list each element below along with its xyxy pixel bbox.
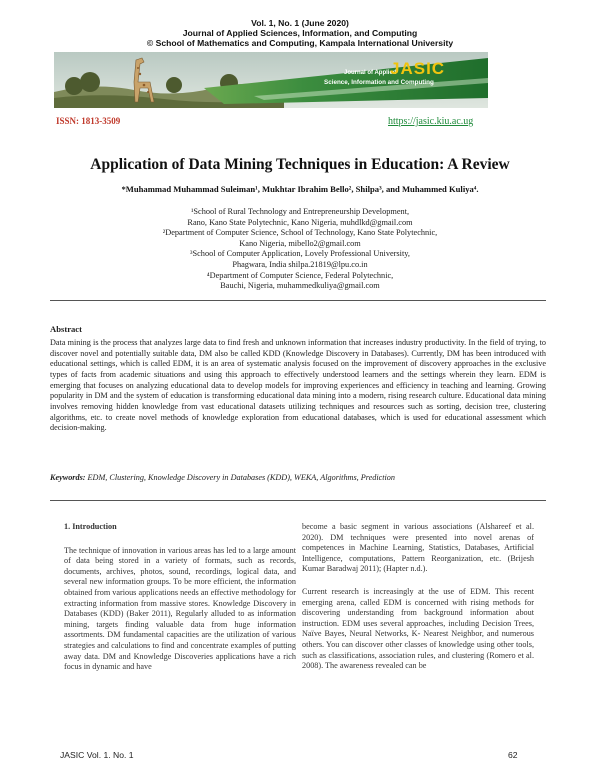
affiliation-line: Kano Nigeria, mibello2@gmail.com xyxy=(239,238,361,248)
intro-paragraph-1: The technique of innovation in various areas has led to a large amount of data being stored in a variety of formats, such as records, documents, archives, photos, sound, recordings, logical data, and several new information groups. To be more efficient, the information obtained from various applications needs an effective methodology for extracting information from massive stores. Knowledge Discovery in Databases (KDD) (Baker 2011), Regularly alluded to as information mining, targets finding valuable data from huge information assortments. DM fundamental capacities are the utilization of various strategies and calculations to find and concentrate examples of putting away data. DM and Knowledge Discoveries applications have a rich focus in dynamic and have xyxy=(64,545,296,672)
intro-paragraph-2: become a basic segment in various associations (Alshareef et al. 2020). DM techniques were presented into novel arenas of competences in Machine Learning, Statistics, Databases, Artificial Intelligence, computations, Pattern Reorganization, etc. (Brijesh Kumar Baradwaj 2011); (Hapter n.d.). xyxy=(302,522,534,574)
affiliation-line: Phagwara, India shilpa.21819@lpu.co.in xyxy=(232,259,368,269)
journal-school: © School of Mathematics and Computing, Kampala International University xyxy=(146,38,454,48)
affiliations xyxy=(0,207,600,292)
affiliation-line: ³School of Computer Application, Lovely Professional University, xyxy=(190,249,410,259)
authors: *Muhammad Muhammad Suleiman¹, Mukhtar Ibrahim Bello², Shilpa³, and Muhammed Kuliya⁴. xyxy=(121,184,479,194)
journal-banner xyxy=(54,52,488,108)
affiliation-line: ²Department of Computer Science, School of Technology, Kano State Polytechnic, xyxy=(162,228,438,238)
section-heading-introduction: 1. Introduction xyxy=(64,522,117,531)
journal-volume: Vol. 1, No. 1 (June 2020) xyxy=(251,18,349,28)
affiliation-line: Bauchi, Nigeria, muhammedkuliya@gmail.com xyxy=(220,281,380,291)
banner-subtitle: Science, Information and Computing xyxy=(324,79,434,86)
keywords-value: EDM, Clustering, Knowledge Discovery in Databases (KDD), WEKA, Algorithms, Prediction xyxy=(87,473,395,482)
affiliation-line: Rano, Kano State Polytechnic, Kano Nigeria, muhdlkd@gmail.com xyxy=(187,217,413,227)
issn: ISSN: 1813-3509 xyxy=(56,116,121,126)
journal-url-link[interactable]: https://jasic.kiu.ac.ug xyxy=(388,116,474,127)
keywords-label: Keywords: xyxy=(50,473,86,482)
affiliation-line: ⁴Department of Computer Science, Federal Polytechnic, xyxy=(206,270,394,280)
footer-journal: JASIC Vol. 1. No. 1 xyxy=(60,750,134,760)
banner-logo: JASIC xyxy=(390,59,446,78)
abstract-heading: Abstract xyxy=(50,324,82,334)
page-number: 62 xyxy=(508,750,518,760)
banner-small-text: Journal of Applied xyxy=(344,70,397,76)
divider-bottom xyxy=(50,500,546,501)
column-left xyxy=(64,522,296,685)
intro-paragraph-3: Current research is increasingly at the use of EDM. This recent emerging arena, called EDM is concerned with rising methods for discovering understanding from background information about instruction. EDM uses several approaches, including Decision Trees, Naïve Bayes, Neural Networks, K- Nearest Neighbor, and numerous others. You can discover other classes of knowledge using other tools, such as classifications, association rules, and clustering (Romero et al. 2008). The awareness revealed can be xyxy=(302,586,534,671)
keywords xyxy=(50,473,546,484)
abstract-body: Data mining is the process that analyzes large data to find fresh and unknown information that increases industry productivity. In the field of trying, to discover novel and potentially suitable data, DM also be called KDD (Knowledge Discovery in Databases). Currently, DM has been introduced with educational settings, which is called EDM, it is an area of systematic analysis focused on the improvement of discovery approaches in the exclusive types of facts from academic situations and using this approach to effectively understood learners and the settings wherein they learn. EDM is emerging that focuses on analyzing educational data to develop models for improving experiences and efficiency in teaching and learning. Growing popularity in DM and the system of education is transforming educational data mining into a modern, rising research culture. Educational data mining involves removing hidden knowledge from vast educational datasets utilizing techniques and resources such as sorting, decision tree, clustering algorithms, etc. to create novel methods of knowledge exploration from educational databases, which is used for educational assessment which decision-making. xyxy=(50,338,546,433)
column-right xyxy=(302,522,534,684)
affiliation-line: ¹School of Rural Technology and Entrepreneurship Development, xyxy=(190,207,410,216)
journal-name: Journal of Applied Sciences, Information, and Computing xyxy=(182,28,418,38)
paper-title: Application of Data Mining Techniques in Education: A Review xyxy=(90,156,510,173)
divider-top xyxy=(50,300,546,301)
